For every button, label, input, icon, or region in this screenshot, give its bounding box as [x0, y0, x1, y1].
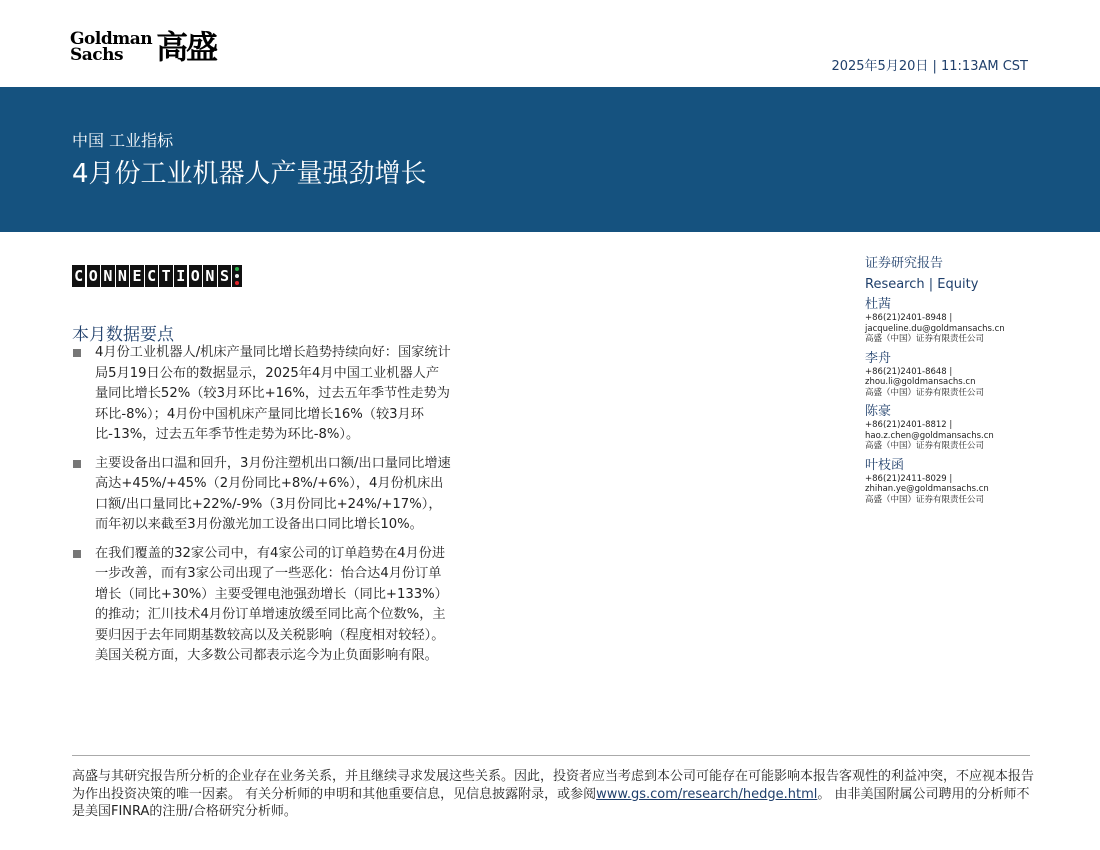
analyst-email[interactable]: zhou.li@goldmansachs.cn [865, 377, 976, 387]
connections-letter: S [218, 265, 231, 287]
disclosure-link[interactable]: www.gs.com/research/hedge.html [596, 786, 818, 802]
report-datetime: 2025年5月20日 | 11:13AM CST [831, 59, 1028, 74]
analyst-name: 陈豪 [865, 404, 892, 419]
bullet-square-icon [73, 460, 81, 468]
bullet-text: 主要设备出口温和回升，3月份注塑机出口额/出口量同比增速高达+45%/+45%（2月份同比+8%/+6%），4月份机床出口额/出口量同比+22%/-9%（3月份同比+24%/+17%），而年初以来截至3月份激光加工设备出口同比增长10%。 [95, 455, 451, 532]
connections-letter: E [130, 265, 143, 287]
analyst-phone: +86(21)2401-8812 | [865, 420, 953, 430]
analyst-card [865, 351, 1065, 399]
bullet-square-icon [73, 349, 81, 357]
key-points-list [72, 343, 452, 675]
analyst-company: 高盛（中国）证券有限责任公司 [865, 494, 985, 505]
analyst-company: 高盛（中国）证券有限责任公司 [865, 441, 985, 451]
logo-english [70, 31, 152, 63]
connections-letter: C [72, 265, 85, 287]
analyst-phone: +86(21)2411-8029 | [865, 473, 953, 484]
analyst-card [865, 297, 1065, 345]
connections-letter: N [101, 265, 114, 287]
bullet-text: 4月份工业机器人/机床产量同比增长趋势持续向好：国家统计局5月19日公布的数据显示，2025年4月中国工业机器人产量同比增长52%（较3月环比+16%，过去五年季节性走势为环比-8%）；4月份中国机床产量同比增长16%（较3月环比-13%，过去五年季节性走势为环比-8%）。 [95, 345, 451, 442]
analyst-email[interactable]: zhihan.ye@goldmansachs.cn [865, 484, 989, 494]
goldman-sachs-logo [70, 30, 216, 64]
connections-letter: C [145, 265, 158, 287]
list-item [72, 454, 452, 536]
report-title: 4月份工业机器人产量强劲增长 [72, 159, 427, 189]
analyst-phone: +86(21)2401-8648 | [865, 366, 953, 377]
connections-logo [72, 265, 242, 287]
analyst-card [865, 458, 1065, 506]
connections-letter: O [189, 265, 202, 287]
report-type: 证券研究报告 [865, 256, 944, 271]
research-label: Research | Equity [865, 277, 979, 292]
connections-dots-icon [232, 265, 242, 287]
logo-en-line2: Sachs [70, 45, 124, 65]
connections-letter: O [87, 265, 100, 287]
report-category: 中国 工业指标 [72, 131, 174, 150]
list-item [72, 544, 452, 667]
list-item [72, 343, 452, 446]
analyst-name: 叶枝函 [865, 457, 905, 473]
disclosure-footer [72, 768, 1037, 821]
footer-text-end: 。 由非美国附属公司聘用的分析师不是美国FINRA的注册/合格研究分析师。 [72, 786, 1030, 819]
analyst-email[interactable]: hao.z.chen@goldmansachs.cn [865, 430, 994, 441]
logo-chinese: 高盛 [156, 28, 217, 66]
section-title: 本月数据要点 [72, 325, 174, 345]
footer-divider [72, 755, 1030, 756]
connections-letter: N [116, 265, 129, 287]
connections-letter: N [203, 265, 216, 287]
logo-en-line1: Goldman [70, 29, 153, 49]
sidebar [865, 252, 1065, 505]
bullet-text: 在我们覆盖的32家公司中，有4家公司的订单趋势在4月份进一步改善，而有3家公司出现了一些恶化：怡合达4月份订单增长（同比+30%）主要受锂电池强劲增长（同比+133%）的推动；汇川技术4月份订单增速放缓至同比高个位数%，主要归因于去年同期基数较高以及关税影响（程度相对较轻）。美国关税方面，大多数公司都表示迄今为止负面影响有限。 [95, 545, 448, 663]
connections-letter: I [174, 265, 187, 287]
footer-text: 高盛与其研究报告所分析的企业存在业务关系，并且继续寻求发展这些关系。因此，投资者应当考虑到本公司可能存在可能影响本报告客观性的利益冲突，不应视本报告为作出投资决策的唯一因素。 有关分析师的申明和其他重要信息，见信息披露附录，或参阅 [72, 769, 1035, 802]
connections-letter: T [159, 265, 172, 287]
bullet-square-icon [73, 550, 81, 558]
analyst-email[interactable]: jacqueline.du@goldmansachs.cn [865, 323, 1005, 334]
analyst-company: 高盛（中国）证券有限责任公司 [865, 387, 985, 398]
analyst-company: 高盛（中国）证券有限责任公司 [865, 334, 985, 344]
analyst-name: 李舟 [865, 350, 892, 366]
analyst-name: 杜茜 [865, 297, 892, 312]
analyst-card [865, 404, 1065, 452]
analyst-phone: +86(21)2401-8948 | [865, 313, 953, 323]
